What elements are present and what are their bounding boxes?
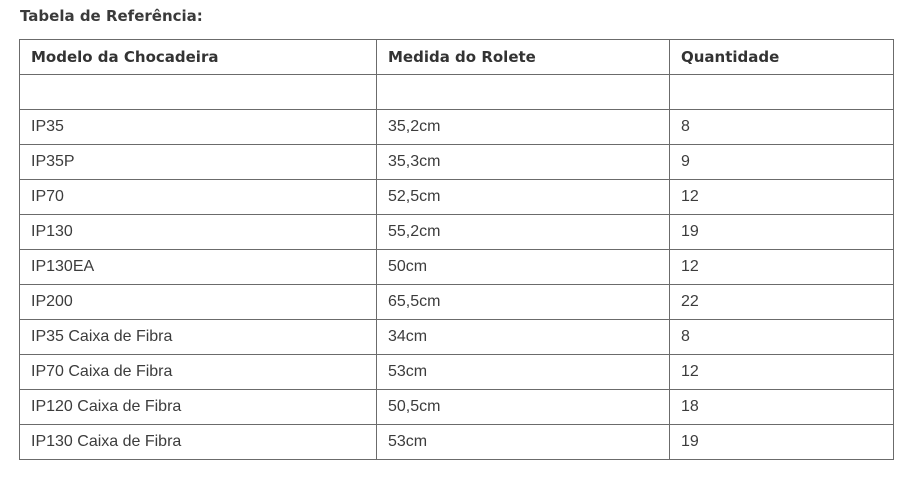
- cell-quantity: 19: [670, 425, 894, 460]
- table-header-row: [20, 40, 894, 75]
- cell-blank: [670, 75, 894, 110]
- cell-model: IP120 Caixa de Fibra: [20, 390, 377, 425]
- cell-quantity: 22: [670, 285, 894, 320]
- cell-measure: 53cm: [377, 425, 670, 460]
- table-row: [20, 250, 894, 285]
- table-row: [20, 180, 894, 215]
- table-caption: Tabela de Referência:: [20, 7, 203, 25]
- cell-blank: [20, 75, 377, 110]
- cell-quantity: 9: [670, 145, 894, 180]
- cell-model: IP130 Caixa de Fibra: [20, 425, 377, 460]
- cell-quantity: 12: [670, 250, 894, 285]
- cell-model: IP130: [20, 215, 377, 250]
- cell-quantity: 8: [670, 320, 894, 355]
- table-row: [20, 215, 894, 250]
- cell-model: IP70 Caixa de Fibra: [20, 355, 377, 390]
- table-row: [20, 390, 894, 425]
- cell-model: IP35 Caixa de Fibra: [20, 320, 377, 355]
- cell-quantity: 18: [670, 390, 894, 425]
- cell-measure: 50cm: [377, 250, 670, 285]
- header-model: Modelo da Chocadeira: [20, 40, 377, 75]
- table-row: [20, 285, 894, 320]
- cell-measure: 55,2cm: [377, 215, 670, 250]
- cell-model: IP130EA: [20, 250, 377, 285]
- cell-model: IP200: [20, 285, 377, 320]
- table-row: [20, 355, 894, 390]
- cell-quantity: 12: [670, 355, 894, 390]
- header-measure: Medida do Rolete: [377, 40, 670, 75]
- cell-measure: 34cm: [377, 320, 670, 355]
- cell-quantity: 8: [670, 110, 894, 145]
- cell-measure: 52,5cm: [377, 180, 670, 215]
- table-row: [20, 320, 894, 355]
- cell-blank: [377, 75, 670, 110]
- cell-measure: 35,2cm: [377, 110, 670, 145]
- cell-measure: 53cm: [377, 355, 670, 390]
- table-row: [20, 425, 894, 460]
- cell-quantity: 12: [670, 180, 894, 215]
- header-quantity: Quantidade: [670, 40, 894, 75]
- cell-model: IP35: [20, 110, 377, 145]
- table-row: [20, 145, 894, 180]
- table-row: [20, 110, 894, 145]
- table-row-blank: [20, 75, 894, 110]
- cell-measure: 65,5cm: [377, 285, 670, 320]
- cell-quantity: 19: [670, 215, 894, 250]
- cell-model: IP35P: [20, 145, 377, 180]
- reference-table: [19, 39, 894, 460]
- cell-measure: 50,5cm: [377, 390, 670, 425]
- cell-measure: 35,3cm: [377, 145, 670, 180]
- cell-model: IP70: [20, 180, 377, 215]
